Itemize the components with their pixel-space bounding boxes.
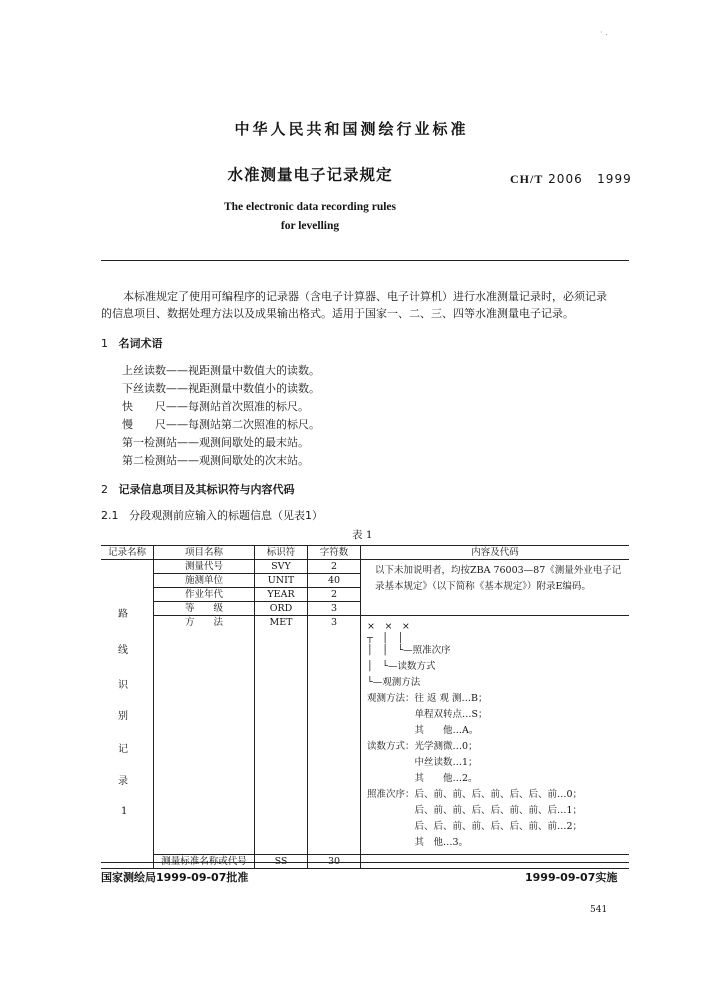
id-cell: MET	[255, 616, 308, 855]
scan-speck: · .	[600, 28, 608, 37]
item-cell: 等 级	[154, 602, 255, 616]
term-item: 第二检测站——观测间歇处的次末站。	[122, 454, 309, 467]
header-cell: 标识符	[255, 546, 308, 560]
id-cell: YEAR	[255, 588, 308, 602]
term-item: 上丝读数——视距测量中数值大的读数。	[122, 364, 320, 377]
record-name-char: 别	[118, 711, 128, 722]
id-cell: ORD	[255, 602, 308, 616]
chars-cell: 3	[308, 602, 361, 616]
effective-date: 1999-09-07实施	[525, 871, 618, 884]
code-year: 1999	[597, 172, 632, 186]
record-name-char: 记	[118, 744, 128, 755]
content-line: 中丝读数…1；	[367, 757, 478, 768]
section-1-heading	[101, 335, 163, 351]
id-cell: SS	[255, 855, 308, 869]
content-line: ┬ │ │	[367, 633, 404, 644]
chars-cell: 2	[308, 560, 361, 574]
header-cell: 内容及代码	[361, 546, 630, 560]
header-cell: 记录名称	[101, 546, 154, 560]
content-line: 单程双转点…S；	[367, 709, 488, 720]
content-line: 以下未加说明者，均按ZBA 76003—87《测量外业电子记	[375, 565, 622, 576]
document-title: 水准测量电子记录规定	[227, 166, 393, 184]
title-info-table	[101, 545, 629, 869]
code-prefix: CH/T	[510, 172, 544, 186]
content-line: 读数方式：光学测微…0；	[367, 741, 478, 752]
section-2-1-heading	[101, 507, 323, 523]
record-name-char: 录	[118, 776, 128, 787]
term-item: 下丝读数——视距测量中数值小的读数。	[122, 382, 320, 395]
item-cell: 测量标准名称或代号	[154, 855, 255, 869]
record-name-char: 识	[118, 680, 128, 691]
record-name-char: 1	[121, 806, 128, 817]
section-2-1-title: 分段观测前应输入的标题信息（见表1）	[129, 509, 323, 522]
content-line: 录基本规定》（以下简称《基本规定》）附录E编码。	[375, 581, 591, 592]
english-title-line-1: The electronic data recording rules	[223, 201, 397, 213]
method-content-cell	[361, 616, 630, 855]
standard-org-heading: 中华人民共和国测绘行业标准	[234, 120, 469, 138]
table-caption: 表 1	[352, 529, 373, 541]
footer-rule	[101, 862, 629, 863]
id-cell: UNIT	[255, 574, 308, 588]
approval-date: 国家测绘局1999-09-07批准	[101, 871, 249, 884]
item-cell: 施测单位	[154, 574, 255, 588]
item-cell: 作业年代	[154, 588, 255, 602]
content-cell	[361, 560, 630, 616]
section-1-title: 名词术语	[118, 337, 163, 350]
term-item: 快 尺——每测站首次照准的标尺。	[122, 400, 309, 413]
table-row	[101, 560, 629, 574]
chars-cell: 40	[308, 574, 361, 588]
term-item: 第一检测站——观测间歇处的最末站。	[122, 436, 309, 449]
table-row	[101, 616, 629, 855]
content-line: 其 他…A。	[367, 725, 479, 736]
intro-line-1: 本标准规定了使用可编程序的记录器（含电子计算器、电子计算机）进行水准测量记录时，必须记录	[123, 290, 607, 303]
section-2-heading	[101, 481, 295, 497]
id-cell: SVY	[255, 560, 308, 574]
code-number: 2006	[548, 172, 583, 186]
section-2-number: 2	[101, 483, 108, 496]
content-line: 观测方法：往 返 观 测…B；	[367, 693, 488, 704]
page-number: 541	[590, 905, 608, 915]
title-rule	[101, 260, 629, 261]
section-2-1-number: 2.1	[101, 509, 119, 522]
chars-cell: 30	[308, 855, 361, 869]
content-line: 照准次序：后、前、前、后、前、后、后、前…0；	[367, 789, 583, 800]
header-cell: 字符数	[308, 546, 361, 560]
content-line: × × ×	[367, 621, 410, 632]
content-line: 后、后、前、前、后、后、前、前…2；	[367, 821, 583, 832]
chars-cell: 3	[308, 616, 361, 855]
content-line: 其 他…3。	[367, 837, 469, 848]
header-cell: 项目名称	[154, 546, 255, 560]
record-name-char: 路	[118, 609, 128, 620]
content-line: │ │ └—照准次序	[367, 645, 451, 656]
content-line: 其 他…2。	[367, 773, 478, 784]
section-1-number: 1	[101, 337, 108, 350]
content-line: └—观测方法	[367, 677, 421, 688]
standard-code	[510, 172, 632, 187]
intro-line-2: 的信息项目、数据处理方法以及成果输出格式。适用于国家一、二、三、四等水准测量电子记录。	[101, 307, 574, 320]
content-line: 后、前、前、后、后、前、前、后…1；	[367, 805, 583, 816]
term-item: 慢 尺——每测站第二次照准的标尺。	[122, 418, 320, 431]
chars-cell: 2	[308, 588, 361, 602]
section-2-title: 记录信息项目及其标识符与内容代码	[118, 483, 295, 496]
record-name-char: 线	[118, 645, 128, 656]
table-header-row	[101, 546, 629, 560]
english-title-line-2: for levelling	[280, 220, 340, 232]
item-cell: 测量代号	[154, 560, 255, 574]
item-cell: 方 法	[154, 616, 255, 855]
content-line: │ └—读数方式	[367, 661, 436, 672]
